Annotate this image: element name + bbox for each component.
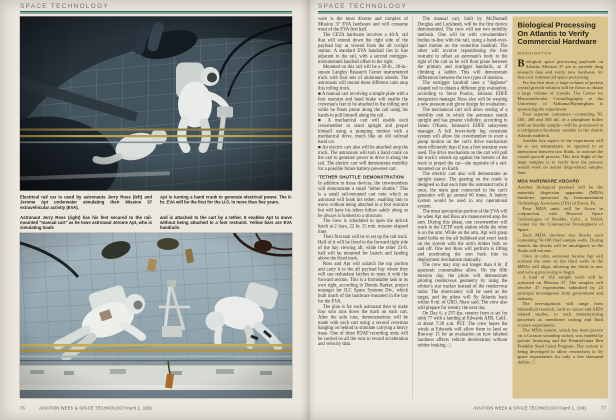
article-paragraph: ware is the most diverse and complex of Mission 37 EVA hardware and will consume most of the EVA first half.: [318, 16, 408, 33]
article-paragraph: Ross and Apt will unlatch the top portion and carry it to the aft payload bay where they will use redundant latches to mate it with the forward section. This is a formidable task in its own right, according to Dennis Barker, project manager for ILC Space Systems Div., which built much of the hardware mounted in the bay for the EVA.: [318, 261, 408, 304]
underwater-photo-illustration-bottom: [20, 233, 292, 398]
photo-captions: [20, 195, 292, 231]
sidebar-dateline: WASHINGTON: [517, 50, 552, 56]
article-paragraph: The crew may stay out longer than 6 hr. if spacesuit consumables allow. On the fifth mission day, the pilots will demonstrate piloting rendezvous geometry by using the orbiter's star tracker instead of the rendezvous radar. The observatory will be used as the target, and the pilots will fly Atlantis back within 8 mi. of GRO, Shaw said. The crew also will prepare for reentry the next day.: [417, 262, 508, 311]
sidebar-body: [517, 56, 604, 365]
magazine-name: AVIATION WEEK & SPACE TECHNOLOGY/April 1, 1991: [39, 406, 153, 411]
page-number: 77: [601, 406, 606, 411]
article-paragraph: The crew is scheduled to open the airlock hatch at 2 days, 22 hr. 15 min. mission elapsed time.: [318, 218, 408, 235]
sidebar-paragraph: Biological space processing payloads on Atlantis Mission 37 are to provide drug research data and verify new hardware for low-cost commercial space processing.: [517, 56, 603, 80]
caption-top-right: Apt is turning a hand crank to generate electrical power. The 6-hr. EVA will be the first for the U.S. in more than five years.: [160, 194, 292, 205]
article-columns: [318, 17, 608, 399]
photo-eva-underwater-training-top: [20, 17, 292, 191]
sidebar-paragraph: MDA HARDWARE ABOARD: [517, 178, 580, 184]
page-footer-left: [20, 406, 153, 411]
page-footer-right: [473, 406, 606, 411]
article-paragraph: On Day 6, a 297-fps. reentry burn is set for orbit 77 with a landing at Edwards AFB, Calif., at about 7:30 a.m. PST. The crew hopes the winds at Edwards will allow them to land on Runway 15 for an evaluation on how lakebed hardness affects vehicle deceleration without orbiter braking. □: [417, 310, 508, 348]
article-paragraph: The outrigger handrail uses a "dogbone" shaped rail to obtain a different grip evaluation, according to Steve Poulos, Johnson EDFE integration manager. Ross also will be wearing a new pressure suit glove design for evaluation.: [417, 80, 508, 108]
sidebar-paragraph: A total of 182 sample wells will be activated on Mission 37. The samples will involve 47 experiments submitted by 22 principal investigators from government and industry.: [517, 274, 603, 301]
article-paragraph: Their first task will be to set up the rail track. Half of it will be fixed in the forward right side of the bay viewing aft, while the other 23-ft. half will be mounted for launch and landing above the fixed track.: [318, 234, 408, 262]
article-paragraph: 'TETHER SHUTTLE' DEMONSTRATION: [318, 174, 404, 180]
article-paragraph: The electric cart also will demonstrate an upright stance. The gearing on the crank is designed so that each time the astronaut turns it once, the main gear connected to the cart's generator will go around 60 times. A battery system would be used in any operational system.: [417, 171, 508, 209]
section-rule: [20, 11, 292, 14]
sidebar-article: [513, 17, 609, 399]
sidebar-paragraph: For the first time, a large volume of protein crystal growth solution will be flown to obtain a large volume of crystals. The Center for Macromolecular Crystallography at the University of Alabama/Birmingham is sponsoring the experiment.: [517, 79, 603, 112]
sidebar-paragraph: Once in orbit, astronaut Jerome Apt will activate the units so the fluid wells in the MDAs will align, allowing the fluids to mix and zero-g processing to begin.: [517, 253, 603, 275]
sidebar-paragraph: Four separate containers—containing 50, 100, 200 and 500 ml. of a phosphate buffer with an insulin sample—will be positioned in a refrigerator/incubator module in the shuttle Atlantis middeck.: [517, 111, 603, 138]
article-paragraph: The manual cart, built by McDonnell Douglas and Lockheed, will be the first device demonstrated. The crew will use two mobility methods. One will be with crewmembers' bodies in-line with the rail, using a hand-over-hand motion on the centerline handrail. The other will involve repositioning the foot restraint to offset an astronaut's body to the right of the cart so he will float prone between the primary and outrigger handrails, as if climbing a ladder. This will demonstrate differences between the two types of motions.: [417, 16, 508, 81]
article-paragraph: ■ A mechanical cart will enable each crewmember to stand upright and propel himself using a pumping motion with a mechanical drive, much like an old railroad hand car.: [318, 118, 408, 145]
section-kicker: SPACE TECHNOLOGY: [318, 2, 407, 10]
article-paragraph: The plan is for each astronaut then to make four solo runs down the track on each cart. After the solo runs, demonstrations will be made with each cart using a second crewman hanging on behind to simulate carrying a heavy mass. One of three PDAP recording units will be carried on all the runs to record acceleration and velocity data.: [318, 304, 408, 347]
underwater-photo-illustration-top: [20, 17, 292, 191]
sidebar-paragraph: Another biological payload will be the materials dispersion apparatus (MDA) hardware sponsored by Instrumentation Technology Associates (ITA) of Exton, Pa.: [517, 184, 603, 206]
sidebar-paragraph: The MDA system, which has been proven on a Consort sounding rocket, was funded by private financing and the Pennsylvania Ben Franklin Seed Grant Program. The system is being developed to allow researchers to fly space experiments for only a few thousand dollars. □: [517, 327, 603, 365]
article-paragraph: ■ A manual cart involving a simple plate with a foot restraint and hand brake will enable the crewman's feet to be attached to the rolling unit while he floats prone along the rail using his hands to pull himself along the rail.: [318, 91, 408, 118]
sidebar-title: Biological Processing On Atlantis to Verify Commercial Hardware: [517, 21, 597, 46]
article-column-2: [413, 17, 508, 399]
caption-top-left: Electrical rail car is used by astronauts Jerry Ross (left) and Jerome Apt underwater simulating their Mission 37 extravehicular activity (EVA).: [20, 194, 152, 210]
article-column-1: [318, 17, 408, 399]
magazine-name: AVIATION WEEK & SPACE TECHNOLOGY/April 1, 1991: [473, 406, 587, 411]
caption-bottom-right: and is attached to the cart by a tether. It enables Apt to move without being attached to a foot restraint. Yellow bars are EVA handrails.: [160, 214, 292, 231]
article-paragraph: Mounted on this rail will be a 50-lb., 20-in.-square Langley Research Center instrumented truck with four sets of aluminum wheels. The astronauts will mount these different carts atop this rolling truck.: [318, 64, 408, 92]
photo-eva-underwater-training-bottom: [20, 233, 292, 398]
sidebar-paragraph: Each MDA involves two blocks each containing 50-100 fluid sample wells. During launch, the blocks will be misaligned, so the fluids will not mix.: [517, 232, 603, 254]
article-paragraph: The mechanical cart will allow testing of a mobility unit in which the astronaut stands upright and has greater visibility, according to James O'Kane, Johnson's EDFE subsystem manager. A full lower-body leg constraint system will allow the crewmember to exert a pump motion on the cart's drive mechanism more efficiently than if just a foot restraint were used. The drive mechanism on the cart will pull the truck's wheels up against the bottom of the track to propel the car—the opposite of a rail-mounted car on Earth.: [417, 107, 508, 172]
sidebar-paragraph: Another key aspect of the experiment will be to use temperature, as opposed to an interaction between two fluids, to activate the crystal growth process. This first flight of the large samples is to verify how the process would work on actual drug-related samples later.: [517, 138, 603, 175]
sidebar-paragraph: The investigations will range from biomedical research, such as cancer and AIDS related studies, to such manufacturing processes as membrane casting and fluid science experiments.: [517, 301, 603, 328]
page-number: 76: [20, 406, 25, 411]
article-paragraph: In addition to those devices, the crewmembers will demonstrate a small "tether shuttle." This is a small rail-mounted cart onto which an astronaut will hook his tether, enabling him to move without being attached to a foot restraint but will have his tether follow safely along so he always is hooked to a structure.: [318, 181, 408, 219]
page-77: [308, 0, 616, 420]
sidebar-paragraph: Four MDA units will be flown in conjunction with Bioserve Space Technologies of Boulder, Colo., a NASA Center for the Commercial Development of Space.: [517, 205, 603, 232]
section-rule: [318, 11, 608, 14]
section-kicker: SPACE TECHNOLOGY: [20, 2, 109, 10]
article-paragraph: The most spectacular portion of the EVA will be when Apt and Ross are maneuvered atop the arm. During this phase, one crewmember will work in the CETP work station while the other is on the arm. While on the arm, Apt will grasp hand holds on the aft bulkhead and exert loads on the system with the arm's brakes both on and off. One test Ross will perform is lifting and positioning the arm back into its deployment mechanism manually.: [417, 209, 508, 263]
caption-bottom-left: Astronaut Jerry Ross (right) has his feet secured to the rail-mounted "manual cart" as he tows astronaut Jerome Apt, who is simulating loads: [20, 214, 152, 231]
article-paragraph: The CETA hardware involves a 46-ft. rail that will extend down the right side of the payload bay as viewed from the aft cockpit station. A standard EVA handrail lies in line adjacent to the rail, with a second outrigger-instrumented handrail offset to the right.: [318, 32, 408, 65]
article-paragraph: ■ An electric cart also will be attached atop the truck. The astronauts will turn a hand crank on the cart to generate power to drive it along the rail. The electric cart will demonstrate mobility for a possible future battery-powered cart.: [318, 144, 408, 172]
